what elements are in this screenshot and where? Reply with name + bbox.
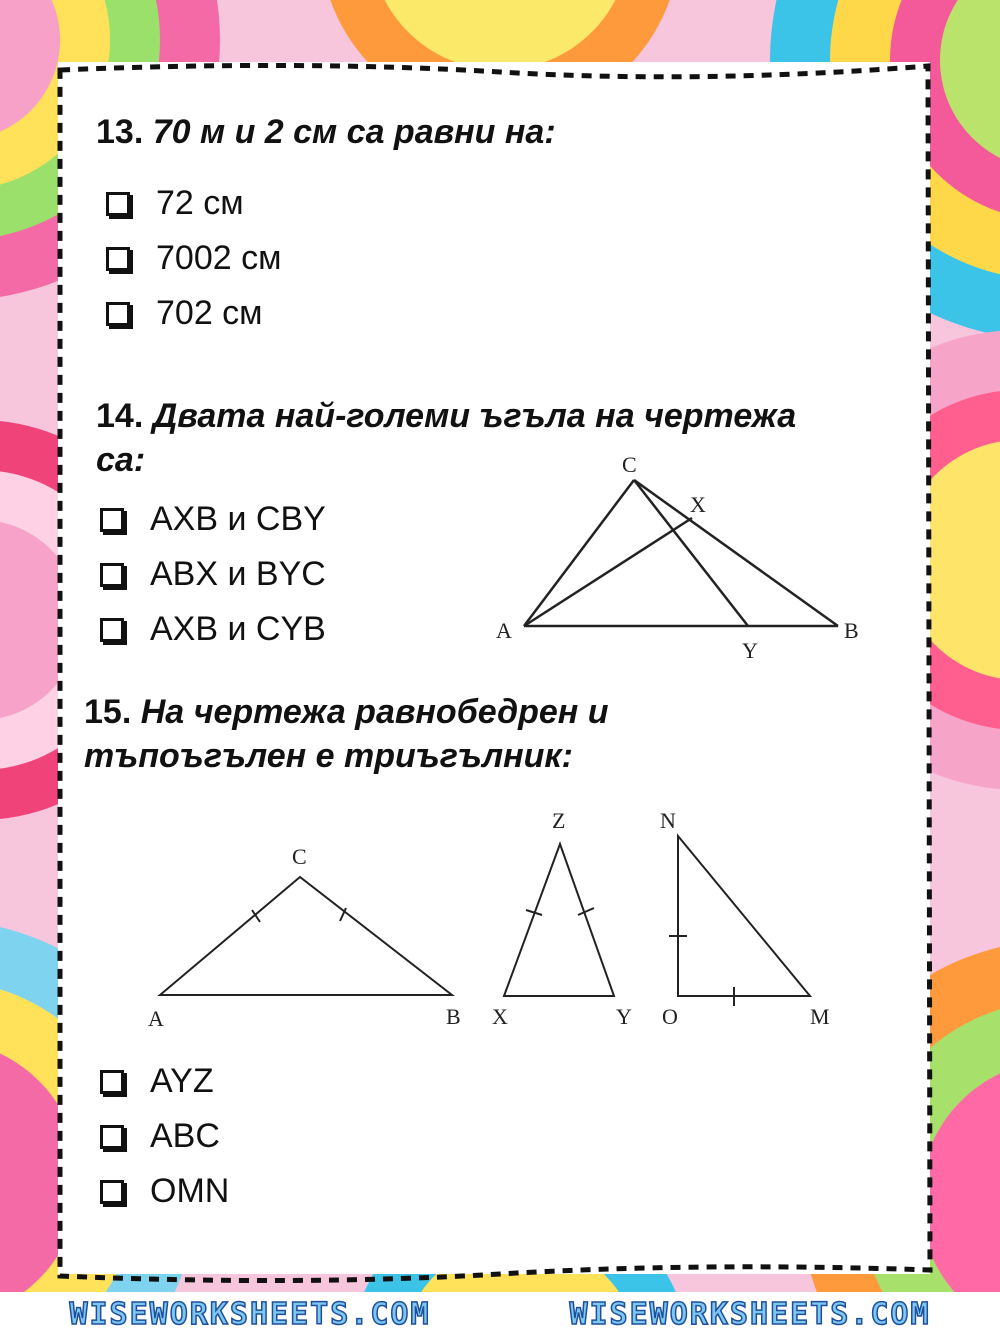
watermark-text: WISEWORKSHEETS.COM [569,1296,931,1332]
question-text-line1: На чертежа равнобедрен и [140,693,609,731]
checkbox[interactable] [100,618,124,642]
label-b: B [844,618,859,643]
footer-watermark [0,1296,1000,1332]
side-cb [634,480,838,626]
triangle-omn [678,836,810,996]
q14-option-2[interactable] [100,555,326,594]
option-label: 7002 см [156,239,282,277]
label-y: Y [742,638,758,663]
q14-option-1[interactable] [100,500,326,539]
option-label: ABX и BYC [150,555,326,593]
label-x: X [492,1004,508,1029]
checkbox[interactable] [100,1180,124,1204]
triangle-abc [160,877,452,995]
checkbox[interactable] [106,302,130,326]
checkbox[interactable] [100,563,124,587]
checkbox[interactable] [100,1070,124,1094]
label-m: M [810,1004,830,1029]
question-13-title [96,110,556,154]
question-text-line2: тъпоъгълен е триъгълник: [84,737,573,775]
q15-triangles-figure [140,800,860,1040]
option-label: OMN [150,1172,230,1210]
option-label: 72 см [156,184,244,222]
checkbox[interactable] [100,1125,124,1149]
question-text-line1: Двата най-големи ъгъла на чертежа [152,397,797,435]
question-text-line2: са: [96,441,146,479]
q15-option-3[interactable] [100,1172,229,1211]
option-label: 702 см [156,294,263,332]
label-n: N [660,808,676,833]
question-15-title [84,690,609,778]
question-number: 13. [96,113,144,151]
q13-option-1[interactable] [106,184,244,223]
checkbox[interactable] [106,247,130,271]
label-z: Z [552,808,566,833]
side-ac [524,480,634,626]
question-number: 15. [84,693,132,731]
tick-mark [578,908,594,915]
question-text: 70 м и 2 см са равни на: [152,113,556,151]
triangle-xyz [504,844,614,996]
label-y: Y [616,1004,632,1029]
option-label: AXB и CBY [150,500,326,538]
q15-option-2[interactable] [100,1117,220,1156]
checkbox[interactable] [100,508,124,532]
label-a: A [148,1006,164,1031]
q14-option-3[interactable] [100,610,326,649]
q13-option-3[interactable] [106,294,263,333]
label-b: B [446,1004,461,1029]
option-label: AYZ [150,1062,214,1100]
option-label: AXB и CYB [150,610,326,648]
label-c: C [292,844,307,869]
label-x: X [690,492,706,517]
q15-option-1[interactable] [100,1062,214,1101]
label-o: O [662,1004,678,1029]
segment-ax [524,518,692,626]
label-a: A [496,618,512,643]
watermark-text: WISEWORKSHEETS.COM [69,1296,431,1332]
option-label: ABC [150,1117,220,1155]
question-number: 14. [96,397,144,435]
label-c: C [622,452,637,477]
q13-option-2[interactable] [106,239,281,278]
q14-triangle-figure [480,440,900,670]
checkbox[interactable] [106,192,130,216]
